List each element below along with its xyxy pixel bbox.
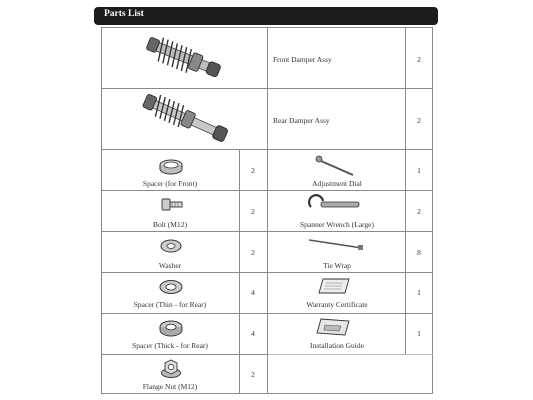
- tie-wrap-icon: [306, 237, 366, 251]
- part-qty: 2: [251, 166, 255, 175]
- part-qty: 1: [417, 166, 421, 175]
- thick-spacer-icon: [158, 319, 184, 337]
- part-qty: 4: [251, 329, 255, 338]
- col-divider: [239, 149, 240, 394]
- part-name: Tie Wrap: [323, 261, 351, 270]
- part-name: Flange Nut (M12): [142, 382, 198, 391]
- part-name: Spanner Wrench (Large): [300, 220, 374, 229]
- part-name: Bolt (M12): [153, 220, 187, 229]
- part-name: Spacer (for Front): [142, 179, 198, 188]
- col-divider: [267, 27, 268, 394]
- parts-list-title: Parts List: [104, 9, 144, 19]
- bolt-icon: [160, 196, 184, 214]
- parts-table: [101, 27, 433, 394]
- part-name: Adjustment Dial: [312, 179, 362, 188]
- part-qty: 2: [251, 248, 255, 257]
- table-border-left: [101, 27, 102, 394]
- part-name: Washer: [158, 261, 182, 270]
- part-qty: 4: [251, 288, 255, 297]
- part-qty: 2: [251, 207, 255, 216]
- part-qty: 8: [417, 248, 421, 257]
- certificate-icon: [317, 277, 351, 295]
- spanner-wrench-icon: [307, 195, 363, 215]
- part-qty: 2: [417, 207, 421, 216]
- parts-list-header: [94, 7, 438, 25]
- thin-spacer-icon: [158, 278, 184, 296]
- part-qty: 2: [417, 116, 421, 125]
- part-name: Front Damper Assy: [273, 55, 332, 64]
- part-qty: 2: [251, 370, 255, 379]
- part-qty: 2: [417, 55, 421, 64]
- part-name: Spacer (Thick - for Rear): [132, 341, 208, 350]
- table-border-right: [432, 27, 433, 394]
- row-divider: [101, 354, 267, 355]
- spacer-icon: [158, 158, 184, 176]
- part-name: Warranty Certificate: [306, 300, 368, 309]
- front-damper-icon: [143, 33, 225, 85]
- guide-icon: [315, 317, 351, 337]
- row-divider: [267, 354, 433, 355]
- washer-icon: [159, 238, 183, 254]
- part-name: Spacer (Thin - for Rear): [133, 300, 207, 309]
- rear-damper-icon: [139, 94, 231, 144]
- adjustment-dial-icon: [313, 154, 357, 178]
- part-name: Rear Damper Assy: [273, 116, 330, 125]
- part-name: Installation Guide: [310, 341, 364, 350]
- part-qty: 1: [417, 288, 421, 297]
- flange-nut-icon: [160, 359, 182, 379]
- part-qty: 1: [417, 329, 421, 338]
